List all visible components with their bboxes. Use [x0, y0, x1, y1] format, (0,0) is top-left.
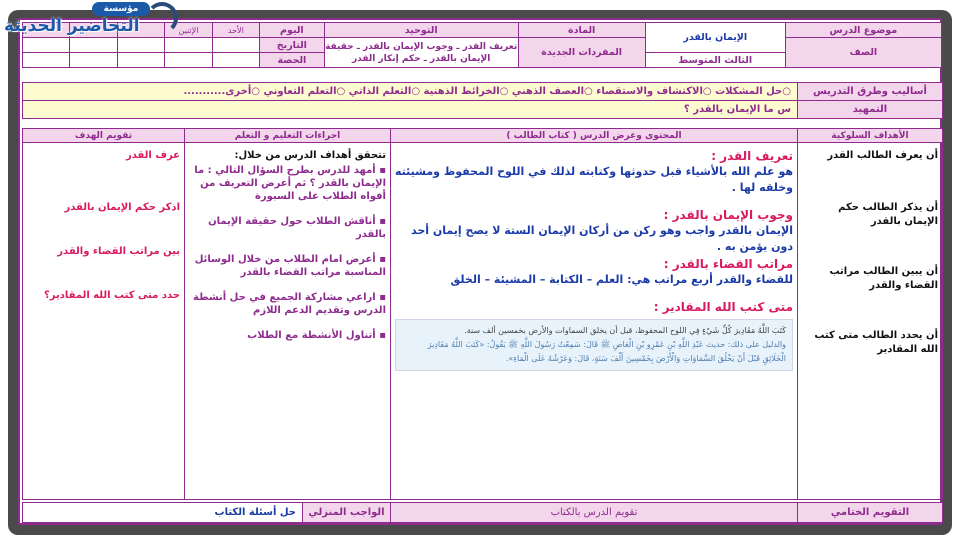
class-label: الصف	[785, 38, 941, 68]
content-text: للقضاء والقدر أربع مراتب هي: العلم – الكتابة – المشيئة – الخلق	[450, 273, 793, 286]
hadith-quote-box	[395, 319, 793, 371]
content-heading: تعريف القدر :	[711, 149, 793, 163]
steps-column	[185, 143, 391, 500]
date-label: التاريخ	[260, 38, 325, 53]
period-cell	[23, 53, 70, 68]
step-item: ▪ أمهد للدرس بطرح السؤال التالي : ما الإيمان بالقدر ؟ ثم أعرض التعريف من أفواه الطلاب على السبورة	[194, 165, 386, 202]
goal-item: أن يعرف الطالب القدر	[827, 150, 938, 161]
footer-table	[22, 502, 943, 523]
content-column	[391, 143, 798, 500]
goals-header: الأهداف السلوكية	[798, 129, 943, 143]
day-label: اليوم	[260, 23, 325, 38]
day-cell: الأحد	[212, 23, 259, 38]
eval-header: تقويم الهدف	[23, 129, 185, 143]
homework-label: الواجب المنزلي	[303, 503, 391, 523]
topic-value: الإيمان بالقدر	[645, 23, 785, 53]
content-heading: مراتب القضاء بالقدر :	[663, 257, 793, 271]
step-item: ▪ اراعي مشاركة الجميع في حل أنشطة الدرس وتقديم الدعم اللازم	[193, 292, 386, 316]
lesson-body-table	[22, 128, 943, 500]
quote-line: كَتَبَ اللَّهُ مَقَادِيرَ كُلِّ شَيْءٍ فِي اللوح المحفوظ، قبل أن يخلق السماوات والأرض بخمسين ألف سنة.	[464, 326, 786, 335]
eval-column	[23, 143, 185, 500]
step-item: ▪ أناقش الطلاب حول حقيقة الإيمان بالقدر	[208, 216, 386, 240]
methods-table	[22, 82, 943, 119]
final-eval-label: التقويم الختامي	[798, 503, 943, 523]
eval-item: حدد متى كتب الله المقادير؟	[44, 290, 180, 301]
intro-question: س ما الإيمان بالقدر ؟	[23, 101, 798, 119]
step-item: ▪ أتناول الأنشطة مع الطلاب	[247, 330, 386, 341]
day-cell: الإثنين	[165, 23, 212, 38]
intro-label: التمهيد	[798, 101, 943, 119]
goal-item: أن يحدد الطالب متى كتب الله المقادير	[814, 330, 938, 355]
quote-line: والدليل على ذلك: حديث عَبْدِ اللَّهِ بْنِ عَمْرِو بْنِ الْعَاصِ ﷺ قَالَ: سَمِعْتُ رَسُولَ اللَّهِ ﷺ يَقُولُ: «كَتَبَ اللَّهُ مَقَادِيرَ الْخَلَائِقِ قَبْلَ أَنْ يَخْلُقَ السَّمَاوَاتِ وَالْأَرْضَ بِخَمْسِينَ أَلْفَ سَنَةٍ، قَالَ: وَعَرْشُهُ عَلَى الْمَاءِ».	[427, 340, 786, 363]
period-cell	[165, 53, 212, 68]
logo-swoosh-icon	[146, 2, 178, 34]
logo	[0, 0, 185, 44]
date-cell	[212, 38, 259, 53]
content-text: هو علم الله بالأشياء قبل حدوثها وكتابته لذلك في اللوح المحفوظ ومشيئته وخلقه لها .	[395, 165, 793, 194]
subject-label: المادة	[518, 23, 645, 38]
content-text: الإيمان بالقدر واجب وهو ركن من أركان الإيمان الستة لا يصح إيمان أحد دون يؤمن به .	[410, 224, 793, 253]
goals-column	[798, 143, 943, 500]
topic-label: موضوع الدرس	[785, 23, 941, 38]
book-eval: تقويم الدرس بالكتاب	[391, 503, 798, 523]
methods-options: ○حل المشكلات ○الاكتشاف والاستقصاء ○العصف الذهني ○الخرائط الذهنية ○التعلم الذاتي ○التعلم التعاوني ○أخرى...........	[23, 83, 798, 101]
eval-item: بين مراتب القضاء والقدر	[57, 246, 180, 257]
vocab-value: تعريف القدر ـ وجوب الإيمان بالقدر ـ حقيقة الإيمان بالقدر ـ حكم إنكار القدر	[324, 38, 518, 68]
eval-item: عرف القدر	[125, 150, 180, 161]
steps-header: اجراءات التعليم و التعلم	[185, 129, 391, 143]
lesson-plan-sheet	[18, 18, 942, 525]
period-cell	[212, 53, 259, 68]
goal-item: أن يبين الطالب مراتب القضاء والقدر	[829, 266, 938, 291]
vocab-label: المفردات الجديدة	[518, 38, 645, 68]
eval-item: اذكر حكم الإيمان بالقدر	[64, 202, 180, 213]
step-item: ▪ أعرض امام الطلاب من خلال الوسائل المناسبة مراتب القضاء بالقدر	[194, 254, 386, 278]
class-value: الثالث المتوسط	[645, 53, 785, 68]
content-heading: وجوب الإيمان بالقدر :	[663, 208, 793, 222]
logo-badge: مؤسسة	[92, 2, 150, 16]
logo-name: التحاضير الحديثة	[4, 16, 140, 36]
steps-intro: تتحقق أهداف الدرس من خلال:	[234, 150, 386, 161]
content-heading: متى كتب الله المقادير :	[653, 300, 793, 314]
goal-item: أن يذكر الطالب حكم الإيمان بالقدر	[838, 202, 938, 227]
homework-value: حل أسئلة الكتاب	[23, 503, 303, 523]
period-cell	[70, 53, 117, 68]
methods-label: أساليب وطرق التدريس	[798, 83, 943, 101]
period-cell	[117, 53, 164, 68]
content-header: المحتوى وعرض الدرس ( كتاب الطالب )	[391, 129, 798, 143]
subject-value: التوحيد	[324, 23, 518, 38]
period-label: الحصة	[260, 53, 325, 68]
